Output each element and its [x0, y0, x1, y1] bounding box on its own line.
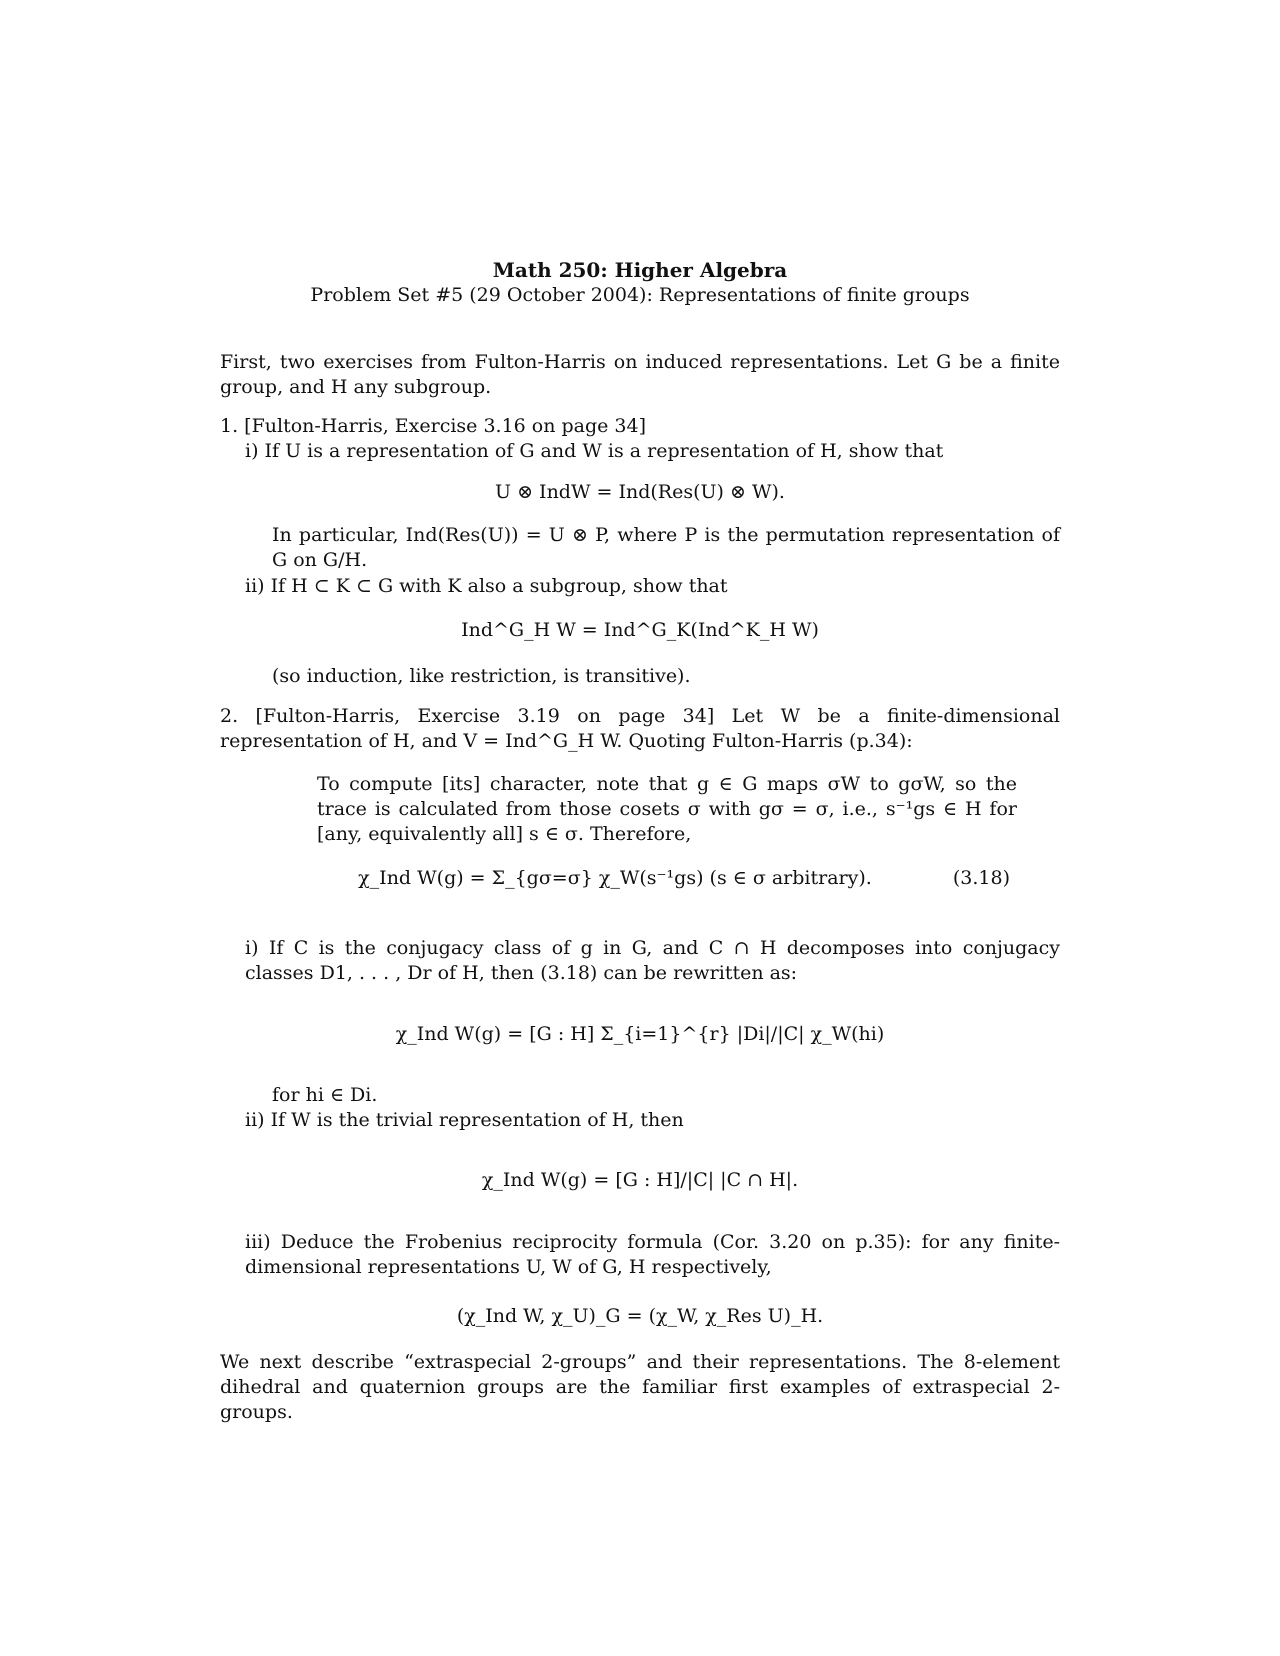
problem-2-heading: 2. [Fulton-Harris, Exercise 3.19 on page 34] Let W be a finite-dimensional representation of H, and V = Ind^G_H W. Quoting Fulton-Harris (p.34):: [220, 705, 1060, 752]
closing-paragraph: We next describe “extraspecial 2-groups” and their representations. The 8-element dihedral and quaternion groups are the familiar first examples of extraspecial 2-groups.: [220, 1351, 1060, 1423]
problem-2-equation-i: χ_Ind W(g) = [G : H] Σ_{i=1}^{r} |Di|/|C| χ_W(hi): [395, 1023, 885, 1045]
problem-2-part-i: i) If C is the conjugacy class of g in G, and C ∩ H decomposes into conjugacy classes D1, . . . , Dr of H, then (3.18) can be rewritten as:: [245, 937, 1060, 984]
problem-1-equation-i: U ⊗ IndW = Ind(Res(U) ⊗ W).: [495, 481, 785, 503]
problem-1-part-i: i) If U is a representation of G and W is a representation of H, show that: [245, 440, 944, 462]
problem-1-part-i-followup: In particular, Ind(Res(U)) = U ⊗ P, where P is the permutation representation of G on G/H.: [272, 524, 1060, 571]
page-title: Math 250: Higher Algebra: [492, 258, 788, 282]
problem-1-equation-ii: Ind^G_H W = Ind^G_K(Ind^K_H W): [461, 619, 819, 641]
frobenius-reciprocity-equation: (χ_Ind W, χ_U)_G = (χ_W, χ_Res U)_H.: [456, 1305, 824, 1327]
problem-2-equation-ii: χ_Ind W(g) = [G : H]/|C| |C ∩ H|.: [481, 1169, 799, 1191]
problem-2-part-ii: ii) If W is the trivial representation of H, then: [245, 1109, 684, 1131]
problem-1-part-ii: ii) If H ⊂ K ⊂ G with K also a subgroup, show that: [245, 575, 728, 597]
page-subtitle: Problem Set #5 (29 October 2004): Representations of finite groups: [310, 284, 970, 306]
problem-2-part-i-followup: for hi ∈ Di.: [272, 1084, 378, 1106]
intro-paragraph: First, two exercises from Fulton-Harris on induced representations. Let G be a finite group, and H any subgroup.: [220, 351, 1060, 398]
problem-2-part-iii: iii) Deduce the Frobenius reciprocity formula (Cor. 3.20 on p.35): for any finite-dimensional representations U, W of G, H respectively,: [245, 1231, 1060, 1278]
equation-3-18-label: (3.18): [952, 867, 1010, 889]
fulton-harris-quote: To compute [its] character, note that g ∈ G maps σW to gσW, so the trace is calculated from those cosets σ with gσ = σ, i.e., s⁻¹gs ∈ H for [any, equivalently all] s ∈ σ. Therefore,: [317, 773, 1017, 845]
equation-3-18: χ_Ind W(g) = Σ_{gσ=σ} χ_W(s⁻¹gs) (s ∈ σ arbitrary).: [358, 867, 872, 889]
problem-1-heading: 1. [Fulton-Harris, Exercise 3.16 on page 34]: [220, 415, 647, 437]
problem-1-part-ii-followup: (so induction, like restriction, is transitive).: [272, 665, 691, 687]
